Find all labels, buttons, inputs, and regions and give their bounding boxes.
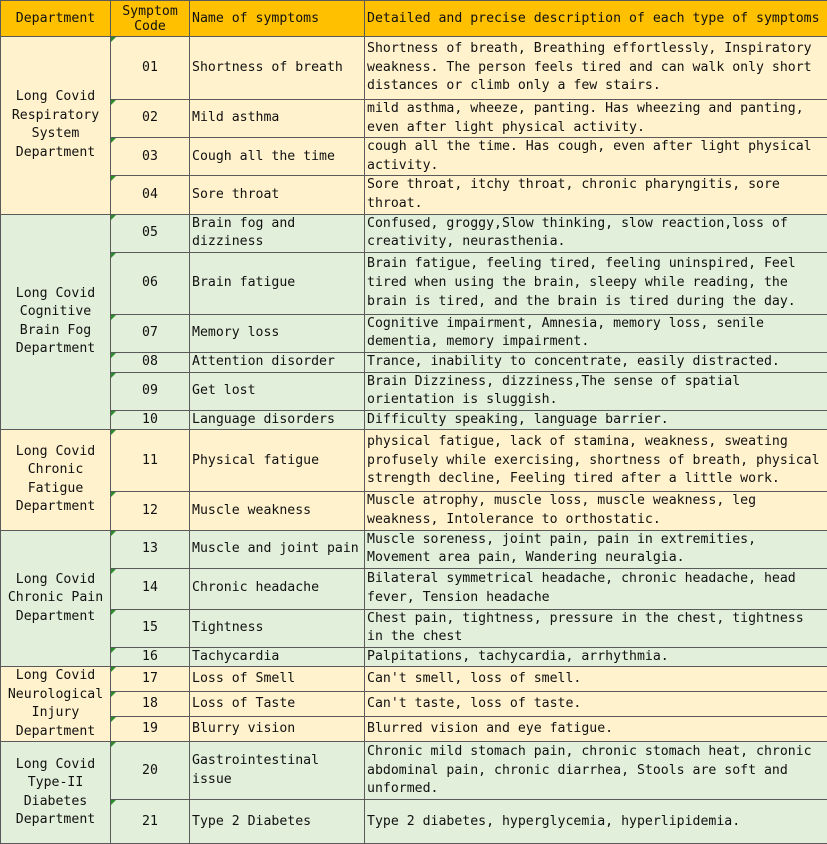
table-row xyxy=(1,530,827,568)
symptom-code-cell: 20 xyxy=(111,742,190,800)
department-cell xyxy=(1,667,111,742)
symptom-name-cell: Loss of Smell xyxy=(190,667,365,692)
department-cell xyxy=(1,214,111,430)
symptom-description-cell: Can't smell, loss of smell. xyxy=(365,667,827,692)
symptom-code-cell: 05 xyxy=(111,214,190,252)
symptom-name-cell: Cough all the time xyxy=(190,138,365,176)
department-name-line: Department xyxy=(16,812,95,827)
department-name-line: Respiratory xyxy=(12,108,99,123)
symptom-description-cell: Blurred vision and eye fatigue. xyxy=(365,717,827,742)
symptom-code-cell: 11 xyxy=(111,430,190,492)
symptom-code-cell: 03 xyxy=(111,138,190,176)
symptom-description-cell: Brain fatigue, feeling tired, feeling uninspired, Feel tired when using the brain, sleepy while reading, the brain is tired, and the brain is tired during the day. xyxy=(365,252,827,314)
department-name-line: Fatigue xyxy=(28,481,84,496)
symptom-description-cell: Chest pain, tightness, pressure in the chest, tightness in the chest xyxy=(365,609,827,647)
symptom-description-cell: Sore throat, itchy throat, chronic pharyngitis, sore throat. xyxy=(365,176,827,214)
department-name-line: Neurological xyxy=(8,687,103,702)
symptom-name-cell: Mild asthma xyxy=(190,100,365,138)
department-name-line: Brain Fog xyxy=(20,323,91,338)
table-row xyxy=(1,410,827,430)
symptom-description-cell: Trance, inability to concentrate, easily distracted. xyxy=(365,352,827,372)
department-name-line: Injury xyxy=(32,705,80,720)
department-name-line: Long Covid xyxy=(16,89,95,104)
table-row xyxy=(1,609,827,647)
symptom-name-cell: Gastrointestinal issue xyxy=(190,742,365,800)
symptom-code-cell: 09 xyxy=(111,372,190,410)
symptom-name-cell: Blurry vision xyxy=(190,717,365,742)
symptom-code-cell: 12 xyxy=(111,492,190,530)
symptom-code-cell: 01 xyxy=(111,37,190,100)
symptom-description-cell: Difficulty speaking, language barrier. xyxy=(365,410,827,430)
symptom-description-cell: Chronic mild stomach pain, chronic stomach heat, chronic abdominal pain, chronic diarrhea, Stools are soft and unformed. xyxy=(365,742,827,800)
department-cell xyxy=(1,742,111,844)
department-name-line: Chronic Pain xyxy=(8,590,103,605)
symptom-code-cell: 19 xyxy=(111,717,190,742)
table-row xyxy=(1,717,827,742)
header-description: Detailed and precise description of each type of symptoms xyxy=(365,1,827,37)
header-symptom-name: Name of symptoms xyxy=(190,1,365,37)
table-row xyxy=(1,37,827,100)
symptom-description-cell: physical fatigue, lack of stamina, weakness, sweating profusely while exercising, shortness of breath, physical strength decline, Feeling tired after a little work. xyxy=(365,430,827,492)
symptom-code-cell: 15 xyxy=(111,609,190,647)
department-name-line: Cognitive xyxy=(20,304,91,319)
symptom-name-cell: Shortness of breath xyxy=(190,37,365,100)
symptom-name-cell: Type 2 Diabetes xyxy=(190,800,365,844)
symptom-code-cell: 08 xyxy=(111,352,190,372)
symptom-description-cell: Palpitations, tachycardia, arrhythmia. xyxy=(365,647,827,667)
department-name-line: Chronic xyxy=(28,462,84,477)
table-row xyxy=(1,568,827,609)
symptom-description-cell: Muscle soreness, joint pain, pain in extremities, Movement area pain, Wandering neuralgia. xyxy=(365,530,827,568)
symptom-name-cell: Chronic headache xyxy=(190,568,365,609)
symptom-code-cell: 16 xyxy=(111,647,190,667)
table-row xyxy=(1,138,827,176)
symptom-code-cell: 10 xyxy=(111,410,190,430)
symptom-name-cell: Physical fatigue xyxy=(190,430,365,492)
table-row xyxy=(1,692,827,717)
symptom-code-cell: 02 xyxy=(111,100,190,138)
table-row xyxy=(1,176,827,214)
department-name-line: Department xyxy=(16,724,95,739)
symptom-code-cell: 07 xyxy=(111,314,190,352)
symptom-name-cell: Tachycardia xyxy=(190,647,365,667)
symptom-description-cell: Can't taste, loss of taste. xyxy=(365,692,827,717)
symptom-name-cell: Brain fatigue xyxy=(190,252,365,314)
header-symptom-code: Symptom Code xyxy=(111,1,190,37)
symptom-description-cell: Brain Dizziness, dizziness,The sense of spatial orientation is sluggish. xyxy=(365,372,827,410)
table-body xyxy=(1,37,827,844)
symptom-description-cell: Shortness of breath, Breathing effortlessly, Inspiratory weakness. The person feels tired and can walk only short distances or climb only a few stairs. xyxy=(365,37,827,100)
symptom-name-cell: Language disorders xyxy=(190,410,365,430)
department-name-line: Long Covid xyxy=(16,572,95,587)
table-row xyxy=(1,430,827,492)
symptom-code-cell: 04 xyxy=(111,176,190,214)
symptom-name-cell: Loss of Taste xyxy=(190,692,365,717)
symptom-code-cell: 13 xyxy=(111,530,190,568)
symptom-name-cell: Attention disorder xyxy=(190,352,365,372)
symptom-name-cell: Muscle weakness xyxy=(190,492,365,530)
table-row xyxy=(1,352,827,372)
table-row xyxy=(1,252,827,314)
table-row xyxy=(1,742,827,800)
table-row xyxy=(1,214,827,252)
department-name-line: Long Covid xyxy=(16,286,95,301)
department-name-line: Type-II xyxy=(28,775,84,790)
symptom-code-cell: 14 xyxy=(111,568,190,609)
table-row xyxy=(1,314,827,352)
symptom-description-cell: Bilateral symmetrical headache, chronic headache, head fever, Tension headache xyxy=(365,568,827,609)
department-cell xyxy=(1,37,111,215)
symptom-description-cell: Muscle atrophy, muscle loss, muscle weakness, leg weakness, Intolerance to orthostatic. xyxy=(365,492,827,530)
symptom-description-cell: cough all the time. Has cough, even after light physical activity. xyxy=(365,138,827,176)
symptom-name-cell: Get lost xyxy=(190,372,365,410)
table-row xyxy=(1,100,827,138)
department-name-line: Department xyxy=(16,609,95,624)
symptom-name-cell: Sore throat xyxy=(190,176,365,214)
department-name-line: Department xyxy=(16,499,95,514)
symptom-code-cell: 21 xyxy=(111,800,190,844)
table-row xyxy=(1,647,827,667)
symptom-code-cell: 17 xyxy=(111,667,190,692)
department-cell xyxy=(1,430,111,530)
header-row xyxy=(1,1,827,37)
symptom-description-cell: Type 2 diabetes, hyperglycemia, hyperlipidemia. xyxy=(365,800,827,844)
header-department: Department xyxy=(1,1,111,37)
department-name-line: Diabetes xyxy=(24,794,88,809)
table-row xyxy=(1,800,827,844)
department-name-line: Department xyxy=(16,145,95,160)
department-name-line: Long Covid xyxy=(16,444,95,459)
symptom-description-cell: Cognitive impairment, Amnesia, memory loss, senile dementia, memory impairment. xyxy=(365,314,827,352)
symptom-code-cell: 18 xyxy=(111,692,190,717)
table-row xyxy=(1,667,827,692)
department-name-line: Department xyxy=(16,341,95,356)
symptom-name-cell: Tightness xyxy=(190,609,365,647)
table-row xyxy=(1,372,827,410)
department-name-line: Long Covid xyxy=(16,668,95,683)
symptom-description-cell: Confused, groggy,Slow thinking, slow reaction,loss of creativity, neurasthenia. xyxy=(365,214,827,252)
symptom-name-cell: Brain fog and dizziness xyxy=(190,214,365,252)
symptom-code-cell: 06 xyxy=(111,252,190,314)
department-cell xyxy=(1,530,111,667)
symptom-name-cell: Muscle and joint pain xyxy=(190,530,365,568)
department-name-line: System xyxy=(32,126,80,141)
table-row xyxy=(1,492,827,530)
symptom-description-cell: mild asthma, wheeze, panting. Has wheezing and panting, even after light physical activity. xyxy=(365,100,827,138)
symptom-name-cell: Memory loss xyxy=(190,314,365,352)
department-name-line: Long Covid xyxy=(16,757,95,772)
